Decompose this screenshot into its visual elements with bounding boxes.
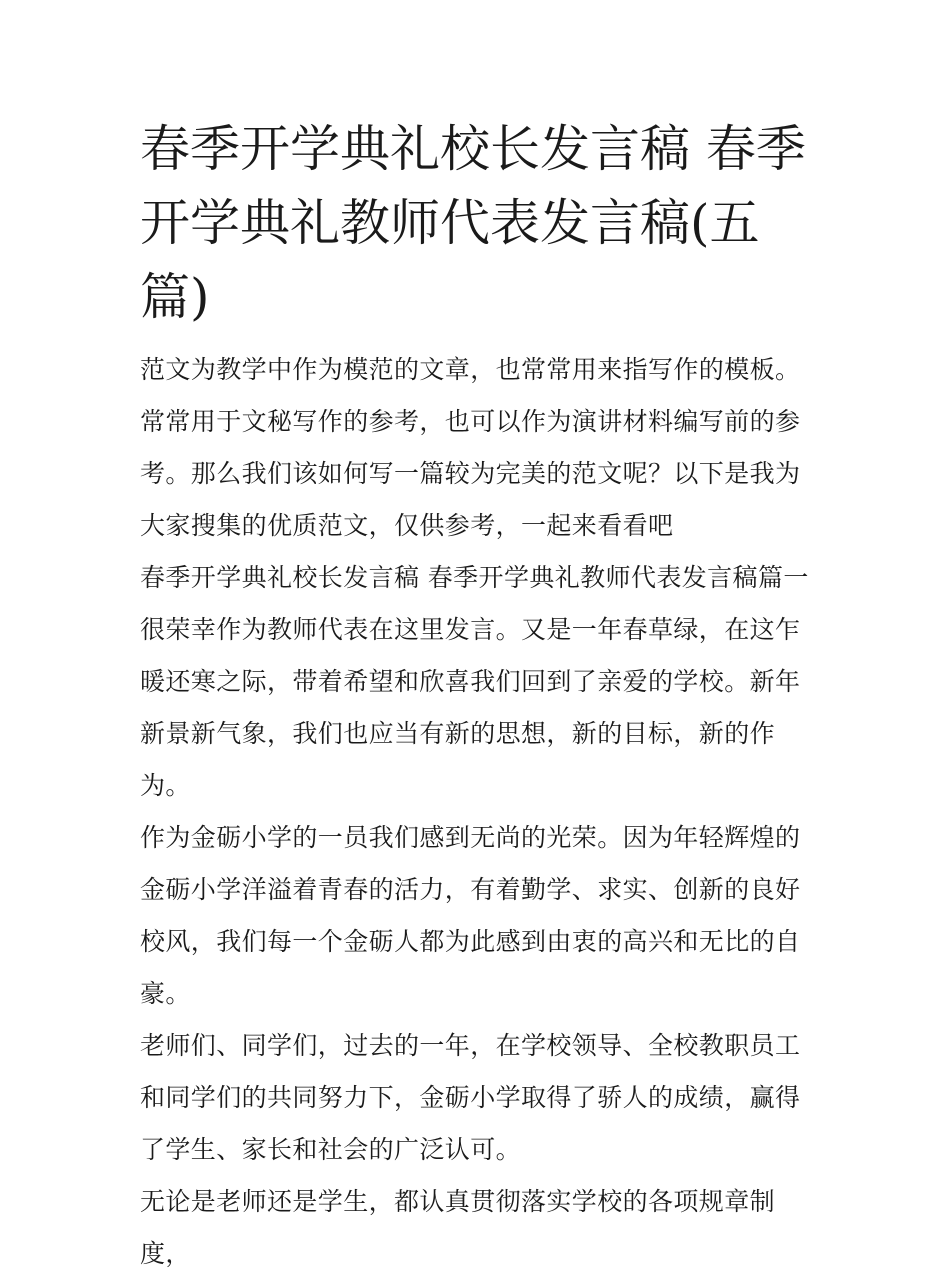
paragraph-1: 很荣幸作为教师代表在这里发言。又是一年春草绿，在这乍暖还寒之际，带着希望和欣喜我们回到了亲爱的学校。新年新景新气象，我们也应当有新的思想，新的目标，新的作为。 — [140, 615, 801, 800]
document-page — [140, 112, 820, 1280]
paragraph-2: 作为金砺小学的一员我们感到无尚的光荣。因为年轻辉煌的金砺小学洋溢着青春的活力，有着勤学、求实、创新的良好校风，我们每一个金砺人都为此感到由衷的高兴和无比的自豪。 — [140, 823, 801, 1008]
paragraph-4: 无论是老师还是学生，都认真贯彻落实学校的各项规章制度， — [140, 1187, 776, 1268]
paragraph-section-heading: 春季开学典礼校长发言稿 春季开学典礼教师代表发言稿篇一 — [140, 563, 809, 592]
paragraph-3: 老师们、同学们，过去的一年，在学校领导、全校教职员工和同学们的共同努力下，金砺小学取得了骄人的成绩，赢得了学生、家长和社会的广泛认可。 — [140, 1031, 801, 1164]
paragraph-intro: 范文为教学中作为模范的文章，也常常用来指写作的模板。常常用于文秘写作的参考，也可以作为演讲材料编写前的参考。那么我们该如何写一篇较为完美的范文呢？以下是我为大家搜集的优质范文，仅供参考，一起来看看吧 — [140, 355, 801, 540]
document-body — [140, 344, 820, 1280]
document-title: 春季开学典礼校长发言稿 春季开学典礼教师代表发言稿(五篇) — [140, 120, 806, 326]
